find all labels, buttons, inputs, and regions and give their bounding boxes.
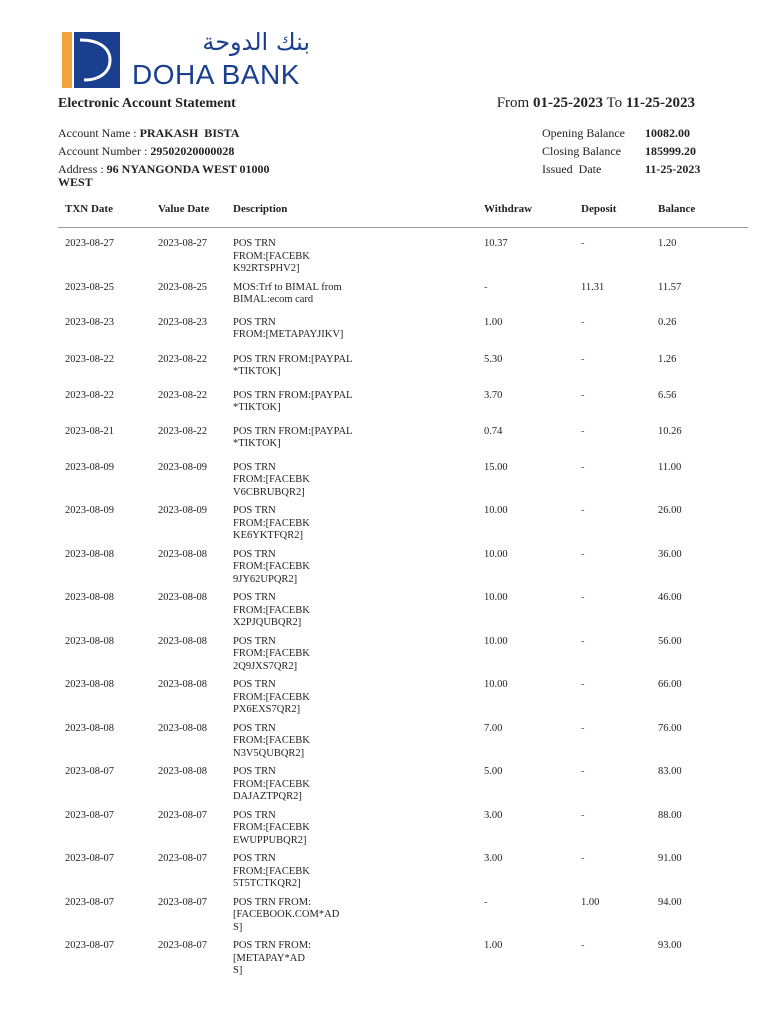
balance: 76.00 (658, 722, 682, 734)
description: POS TRN FROM:[METAPAYJIKV] (233, 316, 344, 340)
description: POS TRN FROM:[FACEBK X2PJQUBQR2] (233, 592, 310, 628)
table-row (0, 505, 768, 549)
table-row (0, 354, 768, 390)
txn-date: 2023-08-22 (65, 353, 114, 365)
value-date: 2023-08-07 (158, 940, 207, 951)
deposit: - (581, 766, 585, 777)
value-date: 2023-08-08 (158, 722, 207, 734)
balance: 93.00 (658, 940, 682, 951)
value-date: 2023-08-07 (158, 809, 207, 821)
value-date: 2023-08-25 (158, 281, 207, 293)
deposit: - (581, 425, 585, 437)
value-date: 2023-08-08 (158, 548, 207, 560)
address-row (58, 163, 298, 189)
txn-date: 2023-08-08 (65, 592, 114, 603)
table-row (0, 238, 768, 282)
balance: 0.26 (658, 316, 677, 328)
txn-date: 2023-08-08 (65, 548, 114, 560)
balance: 6.56 (658, 389, 677, 401)
description: POS TRN FROM:[FACEBK 9JY62UPQR2] (233, 548, 310, 585)
closing-balance-value: 185999.20 (645, 144, 696, 158)
value-date: 2023-08-08 (158, 592, 207, 603)
deposit: 1.00 (581, 896, 600, 908)
description: POS TRN FROM:[FACEBK K92RTSPHV2] (233, 238, 310, 274)
balance: 1.26 (658, 353, 677, 365)
withdraw: 10.00 (484, 548, 508, 560)
withdraw: 5.30 (484, 353, 503, 365)
withdraw: - (484, 896, 488, 908)
withdraw: 3.00 (484, 853, 503, 864)
table-row (0, 853, 768, 897)
deposit: - (581, 389, 585, 401)
balance: 66.00 (658, 679, 682, 690)
value-date: 2023-08-09 (158, 461, 207, 473)
deposit: 11.31 (581, 281, 605, 293)
value-date: 2023-08-09 (158, 505, 207, 516)
deposit: - (581, 679, 585, 690)
balance: 36.00 (658, 548, 682, 560)
txn-date: 2023-08-23 (65, 316, 114, 328)
withdraw: - (484, 281, 488, 293)
table-row (0, 810, 768, 854)
description: POS TRN FROM:[FACEBK KE6YKTFQR2] (233, 505, 310, 541)
doha-bank-logo (62, 24, 312, 90)
header-deposit: Deposit (581, 203, 617, 215)
description: POS TRN FROM:[FACEBK PX6EXS7QR2] (233, 679, 310, 715)
value-date: 2023-08-07 (158, 896, 207, 908)
balance: 26.00 (658, 505, 682, 516)
period-from-date: 01-25-2023 (532, 95, 603, 111)
balance: 91.00 (658, 853, 682, 864)
value-date: 2023-08-08 (158, 766, 207, 777)
account-name: PRAKASH BISTA (139, 126, 240, 140)
withdraw: 10.00 (484, 592, 508, 603)
withdraw: 5.00 (484, 766, 503, 777)
txn-date: 2023-08-21 (65, 425, 114, 437)
value-date: 2023-08-07 (158, 853, 207, 864)
withdraw: 3.00 (484, 809, 503, 821)
deposit: - (581, 505, 585, 516)
bank-name-arabic: بنك الدوحة (202, 28, 310, 56)
description: POS TRN FROM:[FACEBK DAJAZTPQR2] (233, 766, 310, 802)
table-row (0, 766, 768, 810)
description: POS TRN FROM:[FACEBK N3V5QUBQR2] (233, 722, 310, 759)
description: MOS:Trf to BIMAL from BIMAL:ecom card (233, 281, 342, 305)
closing-balance-row (542, 142, 700, 160)
txn-date: 2023-08-27 (65, 238, 114, 249)
statement-period (497, 95, 695, 112)
txn-date: 2023-08-07 (65, 896, 114, 908)
description: POS TRN FROM:[FACEBK 5T5TCTKQR2] (233, 853, 310, 889)
balance: 88.00 (658, 809, 682, 821)
deposit: - (581, 548, 585, 560)
header-value-date: Value Date (158, 203, 210, 215)
description: POS TRN FROM:[FACEBK V6CBRUBQR2] (233, 461, 310, 498)
deposit: - (581, 940, 585, 951)
table-row (0, 549, 768, 593)
table-row (0, 282, 768, 317)
balance: 56.00 (658, 635, 682, 647)
txn-date: 2023-08-07 (65, 853, 114, 864)
doha-bank-emblem-icon (62, 26, 122, 90)
account-number: 29502020000028 (150, 144, 235, 158)
txn-date: 2023-08-22 (65, 389, 114, 401)
deposit: - (581, 461, 585, 473)
transaction-table (0, 238, 768, 984)
deposit: - (581, 353, 585, 365)
description: POS TRN FROM:[FACEBK EWUPPUBQR2] (233, 809, 310, 846)
account-number-label: Account Number : (58, 144, 148, 158)
deposit: - (581, 853, 585, 864)
opening-balance-row (542, 124, 700, 142)
account-name-label: Account Name : (58, 126, 137, 140)
deposit: - (581, 635, 585, 647)
value-date: 2023-08-22 (158, 389, 207, 401)
table-row (0, 636, 768, 680)
description: POS TRN FROM:[PAYPAL *TIKTOK] (233, 389, 353, 413)
balance: 1.20 (658, 238, 677, 249)
deposit: - (581, 316, 585, 328)
header-balance: Balance (658, 203, 696, 215)
description: POS TRN FROM: [METAPAY*AD S] (233, 940, 312, 976)
table-row (0, 390, 768, 426)
address-value: 96 NYANGONDA WEST 01000 WEST (58, 162, 270, 189)
header-txn-date: TXN Date (65, 203, 113, 215)
account-number-row (58, 142, 298, 160)
deposit: - (581, 592, 585, 603)
balance: 94.00 (658, 896, 682, 908)
account-info (58, 124, 298, 189)
description: POS TRN FROM: [FACEBOOK.COM*AD S] (233, 896, 340, 933)
balance-info (542, 124, 700, 178)
balance: 10.26 (658, 425, 682, 437)
value-date: 2023-08-08 (158, 679, 207, 690)
withdraw: 10.00 (484, 635, 508, 647)
description: POS TRN FROM:[FACEBK 2Q9JXS7QR2] (233, 635, 310, 672)
balance: 11.57 (658, 281, 682, 293)
txn-date: 2023-08-25 (65, 281, 114, 293)
description: POS TRN FROM:[PAYPAL *TIKTOK] (233, 353, 353, 377)
withdraw: 3.70 (484, 389, 503, 401)
withdraw: 1.00 (484, 940, 503, 951)
table-row (0, 897, 768, 941)
table-row (0, 679, 768, 723)
description: POS TRN FROM:[PAYPAL *TIKTOK] (233, 425, 353, 449)
txn-date: 2023-08-07 (65, 940, 114, 951)
opening-balance-label: Opening Balance (542, 126, 625, 140)
issued-date-value: 11-25-2023 (645, 162, 701, 176)
table-row (0, 317, 768, 354)
withdraw: 0.74 (484, 425, 503, 437)
opening-balance-value: 10082.00 (645, 126, 690, 140)
txn-date: 2023-08-08 (65, 722, 114, 734)
withdraw: 10.00 (484, 505, 508, 516)
header-divider (58, 227, 748, 228)
table-row (0, 940, 768, 984)
period-from-label: From (496, 95, 530, 111)
issued-date-row (542, 160, 700, 178)
statement-title: Electronic Account Statement (58, 96, 236, 111)
table-row (0, 426, 768, 462)
withdraw: 10.37 (484, 238, 508, 249)
deposit: - (581, 722, 585, 734)
txn-date: 2023-08-08 (65, 635, 114, 647)
table-header (0, 203, 768, 217)
withdraw: 10.00 (484, 679, 508, 690)
withdraw: 1.00 (484, 316, 503, 328)
deposit: - (581, 809, 585, 821)
header-withdraw: Withdraw (484, 203, 533, 215)
withdraw: 7.00 (484, 722, 503, 734)
txn-date: 2023-08-08 (65, 679, 114, 690)
period-to-date: 11-25-2023 (625, 95, 695, 111)
table-row (0, 462, 768, 506)
txn-date: 2023-08-09 (65, 461, 114, 473)
deposit: - (581, 238, 585, 249)
value-date: 2023-08-08 (158, 635, 207, 647)
balance: 46.00 (658, 592, 682, 603)
bank-name-english: DOHA BANK (132, 59, 300, 90)
table-row (0, 723, 768, 767)
balance: 83.00 (658, 766, 682, 777)
balance: 11.00 (658, 461, 682, 473)
address-label: Address : (58, 162, 104, 176)
issued-date-label: Issued Date (542, 162, 602, 176)
value-date: 2023-08-23 (158, 316, 207, 328)
value-date: 2023-08-22 (158, 425, 207, 437)
txn-date: 2023-08-07 (65, 809, 114, 821)
txn-date: 2023-08-07 (65, 766, 114, 777)
header-description: Description (233, 203, 288, 215)
value-date: 2023-08-27 (158, 238, 207, 249)
table-row (0, 592, 768, 636)
withdraw: 15.00 (484, 461, 508, 473)
closing-balance-label: Closing Balance (542, 144, 621, 158)
account-name-row (58, 124, 298, 142)
txn-date: 2023-08-09 (65, 505, 114, 516)
period-to-label: To (606, 95, 623, 111)
value-date: 2023-08-22 (158, 353, 207, 365)
